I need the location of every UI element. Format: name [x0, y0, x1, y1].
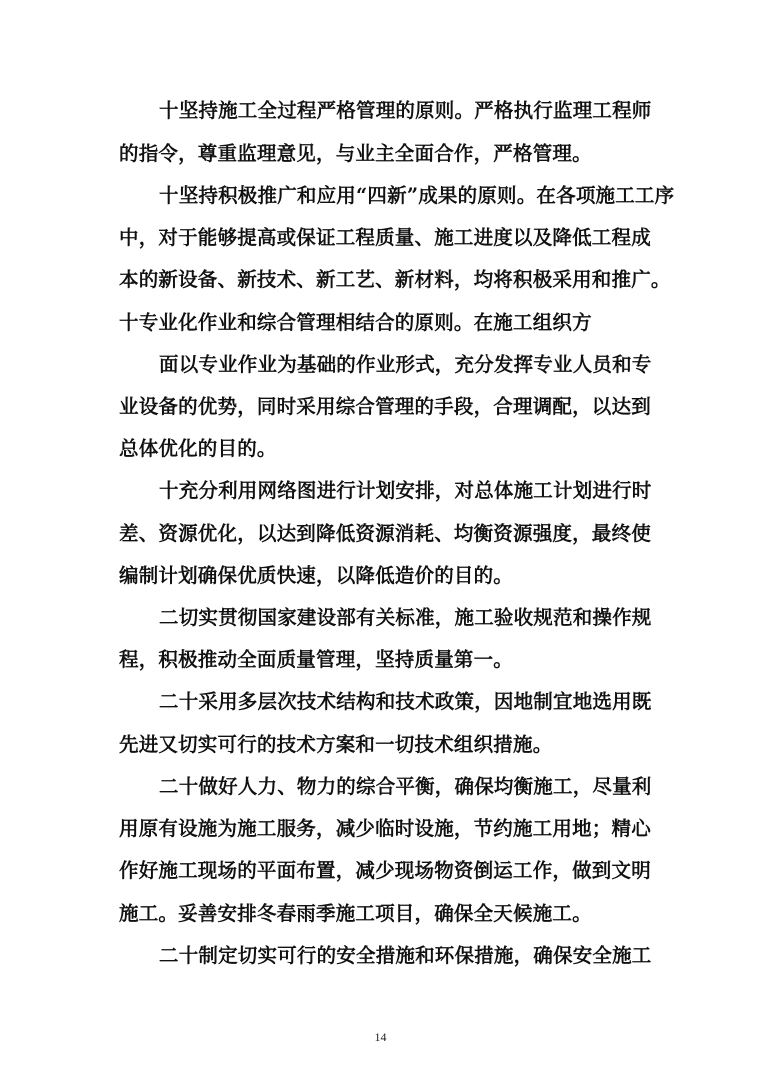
text-line-3: 十坚持积极推广和应用“四新”成果的原则。在各项施工工序: [159, 184, 675, 207]
text-line-17: 二十做好人力、物力的综合平衡，确保均衡施工，尽量利: [159, 775, 652, 798]
text-line-10: 十充分利用网络图进行计划安排，对总体施工计划进行时: [159, 479, 652, 502]
text-line-14: 程，积极推动全面质量管理，坚持质量第一。: [119, 648, 514, 671]
text-line-9: 总体优化的目的。: [119, 437, 277, 460]
text-line-18: 用原有设施为施工服务，减少临时设施，节约施工用地；精心: [119, 817, 651, 840]
text-line-21: 二十制定切实可行的安全措施和环保措施，确保安全施工: [159, 944, 652, 967]
text-line-11: 差、资源优化，以达到降低资源消耗、均衡资源强度，最终使: [119, 522, 651, 545]
text-line-6: 十专业化作业和综合管理相结合的原则。在施工组织方: [119, 311, 592, 334]
text-line-16: 先进又切实可行的技术方案和一切技术组织措施。: [119, 733, 553, 756]
text-line-20: 施工。妥善安排冬春雨季施工项目，确保全天候施工。: [119, 902, 592, 925]
text-line-1: 十坚持施工全过程严格管理的原则。严格执行监理工程师: [159, 99, 652, 122]
text-line-13: 二切实贯彻国家建设部有关标准，施工验收规范和操作规: [159, 606, 652, 629]
text-line-12: 编制计划确保优质快速，以降低造价的目的。: [119, 564, 514, 587]
text-line-7: 面以专业作业为基础的作业形式，充分发挥专业人员和专: [159, 353, 652, 376]
text-line-5: 本的新设备、新技术、新工艺、新材料，均将积极采用和推广。: [119, 268, 671, 291]
text-line-15: 二十采用多层次技术结构和技术政策，因地制宜地选用既: [159, 690, 652, 713]
text-line-19: 作好施工现场的平面布置，减少现场物资倒运工作，做到文明: [119, 859, 651, 882]
text-line-8: 业设备的优势，同时采用综合管理的手段，合理调配，以达到: [119, 395, 651, 418]
text-line-4: 中，对于能够提高或保证工程质量、施工进度以及降低工程成: [119, 226, 651, 249]
page-number: 14: [374, 1030, 387, 1044]
text-line-2: 的指令，尊重监理意见，与业主全面合作，严格管理。: [119, 142, 592, 165]
